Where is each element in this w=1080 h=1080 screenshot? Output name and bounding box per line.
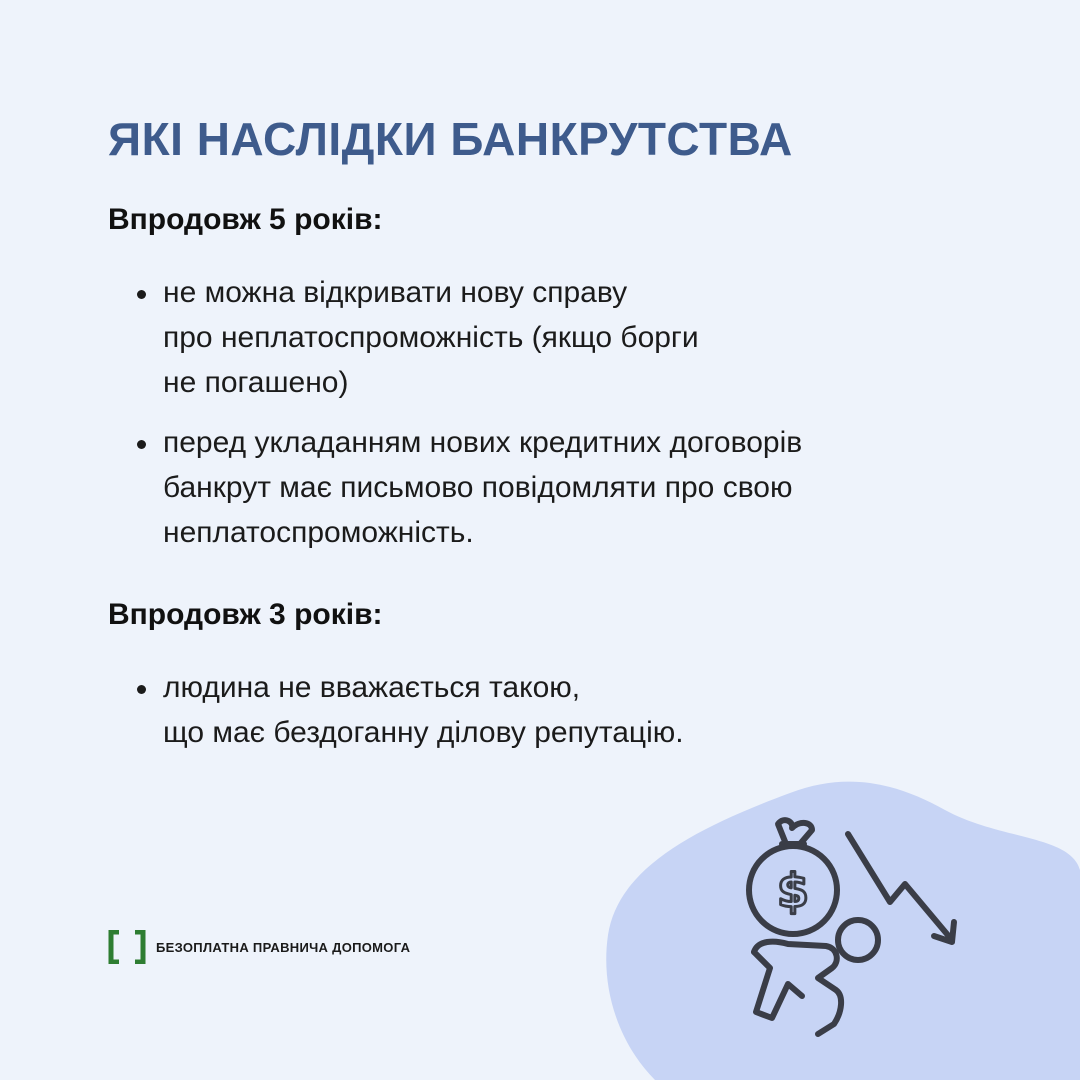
list-item-line: банкрут має письмово повідомляти про свою <box>163 471 793 504</box>
logo-text: БЕЗОПЛАТНА ПРАВНИЧА ДОПОМОГА <box>156 939 411 955</box>
section-heading-3-years: Впродовж 3 років: <box>108 598 383 631</box>
list-item-line: не погашено) <box>163 366 349 399</box>
bullet-list-3-years <box>135 665 955 755</box>
bullet-list-5-years <box>135 270 955 555</box>
list-item-line: про неплатоспроможність (якщо борги <box>163 321 699 354</box>
list-item-line: людина не вважається такою, <box>163 671 581 704</box>
list-item-line: перед укладанням нових кредитних договорів <box>163 426 803 459</box>
falling-arrow-icon <box>848 834 952 940</box>
list-item-line: не можна відкривати нову справу <box>163 276 628 309</box>
bankrupt-illustration <box>740 812 970 1047</box>
list-item <box>135 420 955 555</box>
footer-logo <box>108 930 410 964</box>
brackets-logo-icon <box>108 930 146 964</box>
list-item <box>135 665 955 755</box>
list-item <box>135 270 955 405</box>
list-item-line: що має бездоганну ділову репутацію. <box>163 716 684 749</box>
page-title: ЯКІ НАСЛІДКИ БАНКРУТСТВА <box>108 113 793 165</box>
person-carrying-icon <box>754 920 878 1034</box>
section-heading-5-years: Впродовж 5 років: <box>108 203 383 236</box>
dollar-sign-icon: $ <box>776 864 810 918</box>
list-item-line: неплатоспроможність. <box>163 516 474 549</box>
